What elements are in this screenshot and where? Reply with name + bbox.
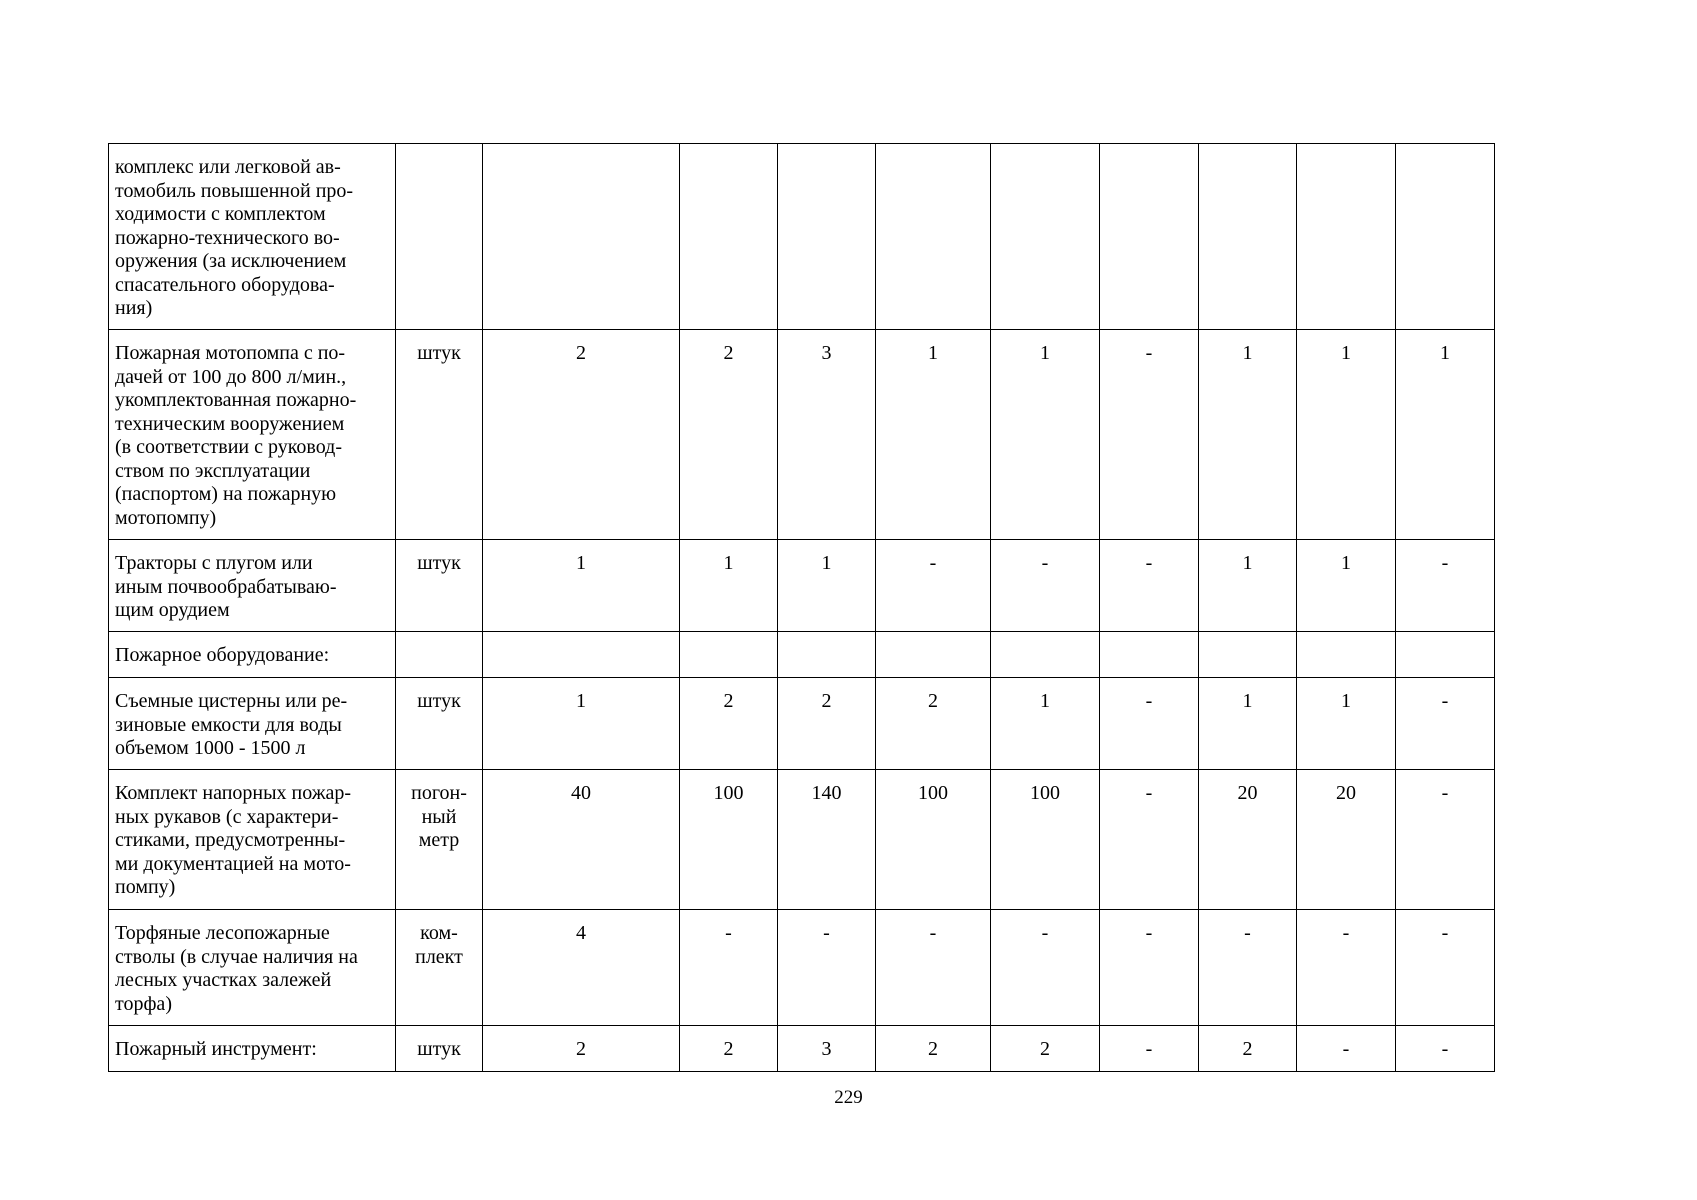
value-text: 1 bbox=[1040, 690, 1050, 712]
value-text: 1 bbox=[1040, 342, 1050, 364]
value-text: - bbox=[1342, 922, 1350, 944]
value-cell bbox=[1297, 632, 1396, 678]
item-name: Пожарный инструмент: bbox=[115, 1038, 317, 1060]
value-text: 2 bbox=[723, 342, 734, 364]
value-cell bbox=[1396, 632, 1495, 678]
value-cell bbox=[1396, 910, 1495, 1026]
value-cell bbox=[1297, 330, 1396, 540]
unit-cell bbox=[396, 910, 483, 1026]
value-cell bbox=[1396, 144, 1495, 330]
table-row bbox=[109, 678, 1495, 770]
unit-label: штук bbox=[417, 552, 461, 574]
value-cell bbox=[778, 330, 876, 540]
value-text: 1 bbox=[723, 552, 734, 574]
item-name-cell bbox=[109, 678, 396, 770]
table-row bbox=[109, 1026, 1495, 1072]
value-text: - bbox=[1041, 552, 1049, 574]
value-cell bbox=[483, 770, 680, 910]
value-text: - bbox=[1145, 552, 1153, 574]
value-cell bbox=[483, 632, 680, 678]
value-text: - bbox=[1441, 1038, 1449, 1060]
value-cell bbox=[778, 144, 876, 330]
value-text: 3 bbox=[821, 342, 832, 364]
unit-label: ком- плект bbox=[415, 922, 463, 968]
item-name-cell bbox=[109, 770, 396, 910]
value-text: 1 bbox=[576, 690, 586, 712]
value-cell bbox=[991, 910, 1100, 1026]
value-text: 4 bbox=[576, 922, 586, 944]
value-cell bbox=[778, 540, 876, 632]
value-cell bbox=[680, 1026, 778, 1072]
value-cell bbox=[876, 770, 991, 910]
value-cell bbox=[483, 910, 680, 1026]
value-cell bbox=[778, 910, 876, 1026]
value-cell bbox=[1396, 330, 1495, 540]
item-name: Съемные цистерны или ре- зиновые емкости для воды объемом 1000 - 1500 л bbox=[115, 690, 348, 759]
value-cell bbox=[680, 678, 778, 770]
value-cell bbox=[991, 330, 1100, 540]
value-text: 1 bbox=[1242, 552, 1253, 574]
value-cell bbox=[1396, 1026, 1495, 1072]
item-name-cell bbox=[109, 330, 396, 540]
value-cell bbox=[483, 144, 680, 330]
table-row bbox=[109, 770, 1495, 910]
value-text: 20 bbox=[1336, 782, 1356, 804]
table-body bbox=[109, 144, 1495, 1072]
value-cell bbox=[991, 144, 1100, 330]
value-text: - bbox=[1145, 690, 1153, 712]
value-cell bbox=[1297, 1026, 1396, 1072]
table-row bbox=[109, 910, 1495, 1026]
value-cell bbox=[1199, 632, 1297, 678]
value-cell bbox=[1199, 540, 1297, 632]
value-cell bbox=[1100, 540, 1199, 632]
value-cell bbox=[1100, 144, 1199, 330]
value-cell bbox=[1297, 540, 1396, 632]
value-cell bbox=[680, 910, 778, 1026]
unit-label: штук bbox=[417, 1038, 461, 1060]
value-cell bbox=[1297, 678, 1396, 770]
table-row bbox=[109, 144, 1495, 330]
value-cell bbox=[876, 144, 991, 330]
value-text: 1 bbox=[928, 342, 938, 364]
unit-cell bbox=[396, 632, 483, 678]
value-cell bbox=[680, 144, 778, 330]
unit-cell bbox=[396, 330, 483, 540]
unit-cell bbox=[396, 144, 483, 330]
value-text: 2 bbox=[1242, 1038, 1253, 1060]
value-text: 1 bbox=[821, 552, 832, 574]
unit-cell bbox=[396, 678, 483, 770]
item-name: Комплект напорных пожар- ных рукавов (с характери- стиками, предусмотренны- ми документацией на мото- помпу) bbox=[115, 782, 352, 898]
table-row bbox=[109, 632, 1495, 678]
item-name: Пожарное оборудование: bbox=[115, 644, 330, 666]
value-text: 2 bbox=[1040, 1038, 1050, 1060]
value-cell bbox=[876, 910, 991, 1026]
value-text: - bbox=[1145, 782, 1153, 804]
value-text: - bbox=[1441, 922, 1449, 944]
value-text: - bbox=[929, 552, 937, 574]
value-cell bbox=[483, 540, 680, 632]
value-cell bbox=[778, 678, 876, 770]
value-cell bbox=[991, 678, 1100, 770]
value-text: - bbox=[1441, 782, 1449, 804]
value-cell bbox=[1100, 770, 1199, 910]
unit-cell bbox=[396, 1026, 483, 1072]
value-text: - bbox=[1041, 922, 1049, 944]
value-cell bbox=[1297, 770, 1396, 910]
page-number: 229 bbox=[834, 1087, 863, 1108]
item-name-cell bbox=[109, 540, 396, 632]
value-cell bbox=[1396, 770, 1495, 910]
value-text: 1 bbox=[1341, 342, 1351, 364]
value-cell bbox=[1199, 144, 1297, 330]
unit-label: штук bbox=[417, 342, 461, 364]
value-cell bbox=[991, 632, 1100, 678]
unit-label: штук bbox=[417, 690, 461, 712]
value-cell bbox=[1100, 330, 1199, 540]
value-text: 2 bbox=[928, 1038, 938, 1060]
item-name-cell bbox=[109, 632, 396, 678]
value-text: 2 bbox=[576, 342, 586, 364]
value-cell bbox=[680, 330, 778, 540]
value-text: - bbox=[1145, 1038, 1153, 1060]
value-cell bbox=[1396, 540, 1495, 632]
value-cell bbox=[483, 330, 680, 540]
value-cell bbox=[778, 632, 876, 678]
value-text: 1 bbox=[1242, 342, 1253, 364]
value-text: 140 bbox=[811, 782, 842, 804]
value-cell bbox=[876, 678, 991, 770]
value-text: 1 bbox=[1440, 342, 1450, 364]
value-cell bbox=[876, 1026, 991, 1072]
value-text: 2 bbox=[576, 1038, 586, 1060]
value-text: - bbox=[823, 922, 830, 944]
value-text: 2 bbox=[723, 1038, 734, 1060]
value-cell bbox=[1199, 910, 1297, 1026]
item-name: комплекс или легковой ав- томобиль повышенной про- ходимости с комплектом пожарно-технического во- оружения (за исключением спасательного оборудова- ния) bbox=[115, 156, 354, 319]
item-name: Тракторы с плугом или иным почвообрабатываю- щим орудием bbox=[115, 552, 337, 621]
value-cell bbox=[1100, 678, 1199, 770]
value-text: 2 bbox=[928, 690, 938, 712]
value-cell bbox=[483, 1026, 680, 1072]
value-text: - bbox=[1145, 342, 1153, 364]
value-cell bbox=[1199, 678, 1297, 770]
value-cell bbox=[876, 540, 991, 632]
value-cell bbox=[680, 632, 778, 678]
value-cell bbox=[991, 540, 1100, 632]
value-text: 100 bbox=[918, 782, 948, 804]
value-text: 3 bbox=[821, 1038, 832, 1060]
value-cell bbox=[483, 678, 680, 770]
value-text: 1 bbox=[576, 552, 586, 574]
table-row bbox=[109, 540, 1495, 632]
value-text: - bbox=[1441, 690, 1449, 712]
value-text: - bbox=[1244, 922, 1251, 944]
value-cell bbox=[680, 540, 778, 632]
value-text: 100 bbox=[1030, 782, 1060, 804]
value-cell bbox=[1100, 1026, 1199, 1072]
value-text: 2 bbox=[723, 690, 734, 712]
value-cell bbox=[778, 1026, 876, 1072]
value-cell bbox=[680, 770, 778, 910]
value-text: 100 bbox=[713, 782, 744, 804]
value-text: 1 bbox=[1341, 552, 1351, 574]
value-cell bbox=[876, 632, 991, 678]
value-cell bbox=[1199, 1026, 1297, 1072]
value-cell bbox=[1100, 910, 1199, 1026]
value-text: 40 bbox=[571, 782, 591, 804]
value-text: 1 bbox=[1341, 690, 1351, 712]
value-text: - bbox=[1342, 1038, 1350, 1060]
value-text: - bbox=[725, 922, 732, 944]
table-row bbox=[109, 330, 1495, 540]
value-text: 1 bbox=[1242, 690, 1253, 712]
value-cell bbox=[1297, 910, 1396, 1026]
value-text: 20 bbox=[1237, 782, 1258, 804]
item-name-cell bbox=[109, 1026, 396, 1072]
value-cell bbox=[1297, 144, 1396, 330]
value-cell bbox=[991, 770, 1100, 910]
value-cell bbox=[1396, 678, 1495, 770]
value-text: - bbox=[929, 922, 937, 944]
value-cell bbox=[778, 770, 876, 910]
item-name: Пожарная мотопомпа с по- дачей от 100 до 800 л/мин., укомплектованная пожарно- техническим вооружением (в соответствии с руковод- ством по эксплуатации (паспортом) на пожарную мотопомпу) bbox=[115, 342, 357, 529]
value-text: 2 bbox=[821, 690, 832, 712]
value-cell bbox=[876, 330, 991, 540]
value-cell bbox=[1199, 330, 1297, 540]
unit-cell bbox=[396, 540, 483, 632]
value-text: - bbox=[1441, 552, 1449, 574]
value-cell bbox=[1199, 770, 1297, 910]
item-name-cell bbox=[109, 144, 396, 330]
item-name-cell bbox=[109, 910, 396, 1026]
value-cell bbox=[1100, 632, 1199, 678]
unit-cell bbox=[396, 770, 483, 910]
equipment-norms-table bbox=[108, 143, 1495, 1072]
value-cell bbox=[991, 1026, 1100, 1072]
unit-label: погон- ный метр bbox=[411, 782, 467, 851]
value-text: - bbox=[1145, 922, 1153, 944]
item-name: Торфяные лесопожарные стволы (в случае наличия на лесных участках залежей торфа) bbox=[115, 922, 358, 1015]
